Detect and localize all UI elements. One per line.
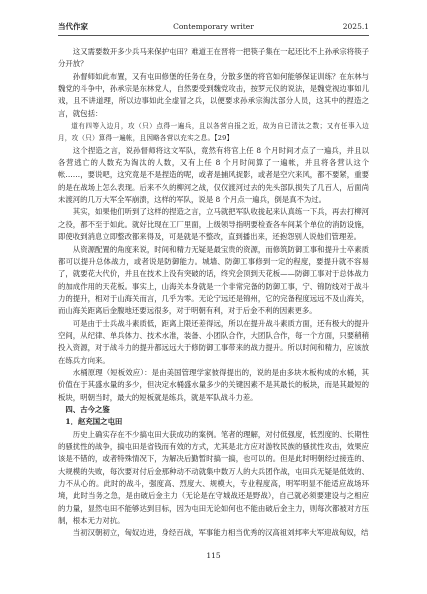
subsection-heading: 1．赵充国之屯田 <box>65 417 123 427</box>
body-paragraph: 当初汉朝初立，匈奴边进，身经百战，军事能力相当优秀的汉高祖刘邦率大军迎战匈奴，结 <box>72 528 369 538</box>
quoted-passage: 道有四等入边月，攻（只）点得一遍兵，且以各营自报之近，故为自已清汰之数；又有任事入边月，攻（只）算得一遍帐，且因略各营以充实之息。【29】 <box>58 122 369 143</box>
page-number: 115 <box>206 551 221 560</box>
issue-number: 2025.1 <box>342 22 369 31</box>
body-paragraph: 从资源配置的角度来说，时间和精力无疑是最宝贵的资源，而修筑防御工事和提升士卒素质都可以提升总体战力，或者说是防御能力。城墙、防御工事修到一定的程度，要提升就不容易了，就要花大代价，并且在技术上没有突破的话，终究会顶到天花板——防御工事对于总体战力的加成作用的天花板。事实上，山海关本身就是一个非常完备的防御工事，宁、锦防线对于战斗力的提升，相对于山海关而言，几乎为零。无论宁远还是锦州，它的完备程度远远不及山海关，而山海关距离后金腹地还要远很多，对于明朝有利，对于后金不利的因素更多。 <box>58 244 369 316</box>
journal-english-name: Contemporary writer <box>173 22 254 31</box>
body-paragraph: 可是由于士兵战斗素质低，距离上限还差得远，所以在提升战斗素质方面，还有极大的提升空间，从纪律、单兵体力、技术水准，装备、小团队合作，大团队合作，每一个方面，只要稍稍投入资源，对于战斗力的提升都远远大于修防御工事带来的战力提升。所以时间和精力，应该放在练兵方向来。 <box>58 318 369 365</box>
article-body <box>58 46 369 540</box>
section-heading: 四、古今之鉴 <box>65 404 110 414</box>
body-paragraph: 孙督师如此布置，又有屯田修堡的任务在身，分散多堡的将官如何能够保证训练？在东林与魏党的斗争中，孙承宗是东林党人，自然要受到魏党攻击，按罗元仪的说法，是魏党视边事如儿戏，且不讲道理，所以边事如此全虚冒之兵，以便要求孙承宗淘汰部分人员，这其中的捏造之言，就包括： <box>58 71 369 118</box>
header-divider <box>58 35 369 36</box>
body-paragraph: 历史上确实存在不少搞屯田大获成功的案例。笔者的理解，对付低强度，低烈度的、长期性的骚扰性的战争，搞屯田是省钱而有效的方式，尤其是北方应对游牧民族的骚扰性攻击，效果应该是不错的，或者特殊情况下，为解决后勤暂时搞一搞，也可以的。但是此时明朝经过接连的、大规模的失败，每次要对付后金那种动不动就集中数万人的大兵团作战，屯田兵无疑是低效的、力不从心的。此时的战斗，强度高、烈度大、规模大，专业程度高，明军明显不能适应战场环境，此时当务之急，是由破后金主力（无论是在守城战还是野战），自己就必须要建设与之相应的力量，显然屯田不能够达到目标，因为屯田无论如何也不能由破后金主力，则每次都被对方压制，根本无力对抗。 <box>58 429 369 526</box>
body-paragraph: 其实，如果他们听到了这样的捏造之言，立马就把军队收拢起来认真练一下兵，再去打柳河之役，都不至于如此。就好比现在工厂里面，上级领导指明要检查各车间某个单位的消防设施，即使收到消息立即整改都来得及，可是就是不整改，直到播出来，还抱怨别人说他们管理差。 <box>58 207 369 242</box>
body-paragraph: 水桶原理（短板效应）：是由美国管理学家彼得提出的，说的是由多块木板构成的水桶，其价值在于其盛水量的多少，但决定水桶盛水量多少的关键因素不是其最长的板块，而是其最短的板块，明朝当时，最大的短板就是练兵，就是军队战斗力差。 <box>58 367 369 402</box>
body-paragraph: 这个捏造之言，说孙督师将这文军队，竟然有将官上任 8 个月时间才点了一遍兵，并且以各营逃亡的人数充为淘汰的人数，又有上任 8 个月时间算了一遍帐，并且将各营认这个帐……，要说吧，这究竟是不是捏造的呢，或者是捕风捉影，或者是空穴来风，都不要紧，重要的是在战场上怎么表现。后来不久的柳河之战，仅仅渡河过去的先头部队损失了几百人，后面尚未渡河的几万大军全军崩溃，这样的军队，说是 8 个月点一遍兵，倒是真不为过。 <box>58 145 369 205</box>
running-header <box>58 21 369 33</box>
journal-name: 当代作家 <box>58 22 88 31</box>
body-paragraph: 这又需要数开多少兵马来保护屯田？难道王在晋将一把筷子集在一起还比不上孙承宗将筷子分开放？ <box>58 47 369 69</box>
